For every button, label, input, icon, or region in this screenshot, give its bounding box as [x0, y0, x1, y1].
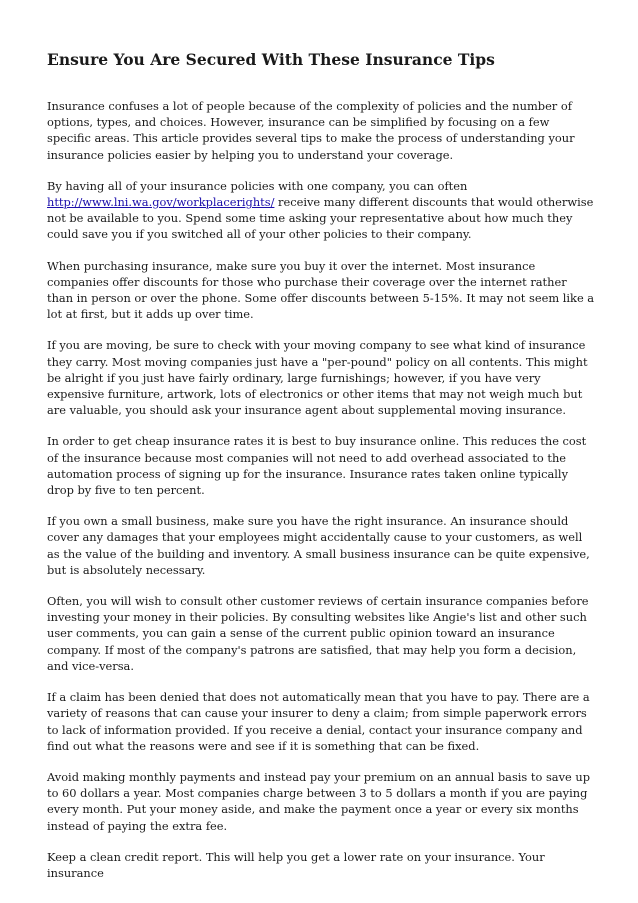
paragraph-reviews: Often, you will wish to consult other customer reviews of certain insurance companies before investing your money in their policies. By consulting websites like Angie's list and other such user comments, you can gain a sense of the current public opinion toward an insurance company. If most of the company's patrons are satisfied, that may help you form a decision, and vice-versa.	[47, 594, 589, 673]
paragraph-credit-report: Keep a clean credit report. This will help you get a lower rate on your insurance. Your insurance	[47, 849, 545, 880]
workplace-rights-link[interactable]: http://www.lni.wa.gov/workplacerights/	[47, 195, 275, 210]
page-title: Ensure You Are Secured With These Insurance Tips	[47, 50, 495, 69]
paragraph-denied-claim: If a claim has been denied that does not automatically mean that you have to pay. There are a variety of reasons that can cause your insurer to deny a claim; from simple paperwork errors to lack of information provided. If you receive a denial, contact your insurance company and find out what the reasons were and see if it is something that can be fixed.	[47, 690, 590, 753]
paragraph-bundling-text-after: receive many different discounts that would otherwise not be available to you. Spend some time asking your representative about how much they could save you if you switched all of your other policies to their company.	[47, 195, 594, 242]
paragraph-buy-online: When purchasing insurance, make sure you buy it over the internet. Most insurance companies offer discounts for those who purchase their coverage over the internet rather than in person or over the phone. Some offer discounts between 5-15%. It may not seem like a lot at first, but it adds up over time.	[47, 258, 595, 322]
paragraph-small-business: If you own a small business, make sure you have the right insurance. An insurance should cover any damages that your employees might accidentally cause to your customers, as well as the value of the building and inventory. A small business insurance can be quite expensive, but is absolutely necessary.	[47, 514, 590, 577]
paragraph-intro: Insurance confuses a lot of people because of the complexity of policies and the number of options, types, and choices. However, insurance can be simplified by focusing on a few specific areas. This article provides several tips to make the process of understanding your insurance policies easier by helping you to understand your coverage.	[47, 99, 575, 162]
paragraph-annual-payment: Avoid making monthly payments and instead pay your premium on an annual basis to save up to 60 dollars a year. Most companies charge between 3 to 5 dollars a month if you are paying every month. Put your money aside, and make the payment once a year or every six months instead of paying the extra fee.	[47, 769, 591, 833]
paragraph-bundling	[47, 178, 595, 243]
paragraph-bundling-text-before: By having all of your insurance policies with one company, you can often	[47, 178, 468, 193]
paragraph-cheap-rates: In order to get cheap insurance rates it is best to buy insurance online. This reduces the cost of the insurance because most companies will not need to add overhead associated to the automation process of signing up for the insurance. Insurance rates taken online typically drop by five to ten percent.	[47, 434, 587, 498]
paragraph-moving: If you are moving, be sure to check with your moving company to see what kind of insurance they carry. Most moving companies just have a "per-pound" policy on all contents. This might be alright if you just have fairly ordinary, large furnishings; however, if you have very expensive furniture, artwork, lots of electronics or other items that may not weigh much but are valuable, you should ask your insurance agent about supplemental moving insurance.	[47, 338, 588, 418]
document-page	[47, 50, 595, 896]
